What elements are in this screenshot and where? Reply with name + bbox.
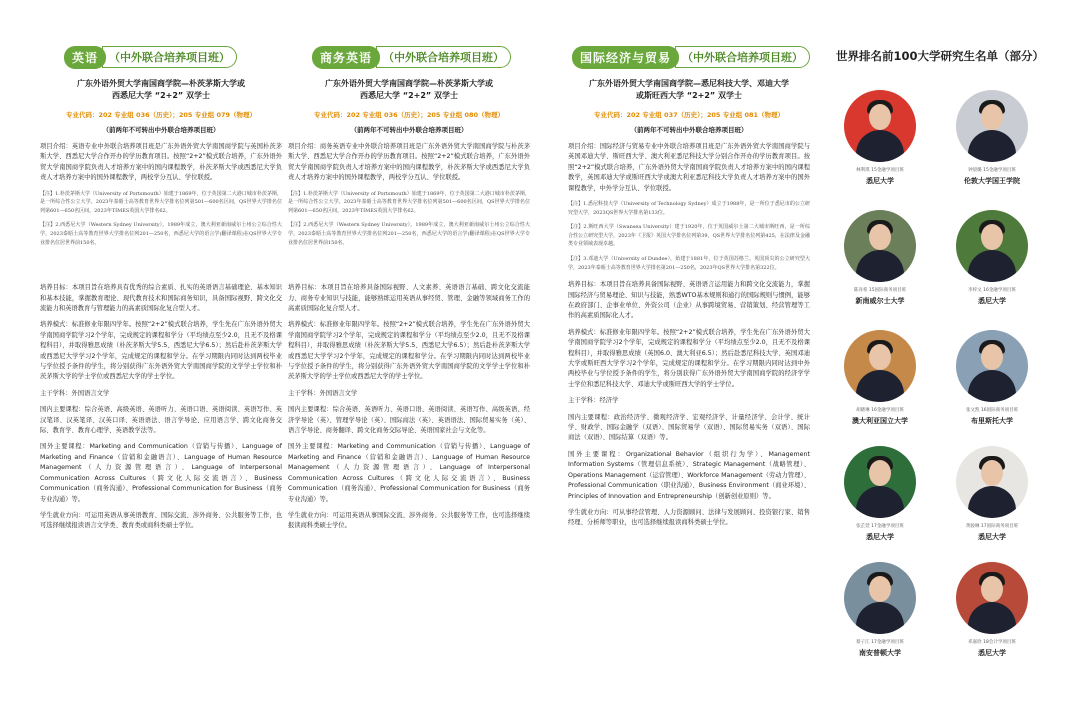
main-discipline: 主干学科：经济学 bbox=[568, 397, 619, 405]
graduate-name: 黄骏琳 17国际商务项目班 bbox=[965, 524, 1019, 529]
graduate-photo bbox=[956, 90, 1028, 162]
university-note-2: 【注】2.斯旺西大学（Swansea University）建于1920年，位于英国威尔士第二大城市斯旺西，是一所综合性公立研究型大学，2023年《卫报》英国大学排名位列第39，QS世界大学排名位列第425，在法律及金融类专业领域表现卓越。 bbox=[568, 224, 810, 248]
career-direction: 学生就业方向：可运用英语从事英语教育、国际交流、涉外商务、公共服务等工作，也可选择继续报读语言文学类、教育类或商科类硕士学位。 bbox=[40, 511, 282, 530]
graduate-name: 张芷萱 17金融学项目班 bbox=[856, 524, 904, 529]
graduate-university: 伦敦大学国王学院 bbox=[964, 177, 1020, 185]
program-title: 广东外语外贸大学南国商学院—朴茨茅斯大学或 西悉尼大学 “2+2” 双学士 bbox=[325, 79, 493, 100]
foreign-courses: 国外主要课程：Marketing and Communication（营销与传播）、Language of Marketing and Finance（营销和金融语言）、Language of Human Resource Management（人力资源管理语言）、Language of Interpersonal Communication Across Cultures（跨文化人际交流语言）、Business Communication（商务沟通）、Professional Communication for Business（商务专业沟通）等。 bbox=[288, 443, 530, 503]
foreign-courses: 国外主要课程：Marketing and Communication（营销与传播）、Language of Marketing and Finance（营销和金融语言）、Language of Human Resource Management（人力资源管理语言）、Language of Interpersonal Communication Across Cultures（跨文化人际交流语言）、Business Communication（商务沟通）、Professional Communication for Business（商务专业沟通）等。 bbox=[40, 443, 282, 503]
program-name-pill: 英语 bbox=[64, 46, 106, 69]
university-note-1: 【注】1.悉尼科技大学（University of Technology Sydney）成立于1988年，是一所位于悉尼市的公立研究型大学，2023QS世界大学排名第133位。 bbox=[568, 201, 810, 216]
domestic-courses: 国内主要课程：政治经济学、微观经济学、宏观经济学、计量经济学、会计学、统计学、财政学、国际金融学（双语）、国际贸易学（双语）、国际贸易实务（双语）、国际商法（双语）、国际结算（双语）等。 bbox=[568, 413, 810, 442]
university-note-2: 【注】2.西悉尼大学（Western Sydney University），1989年成立，澳大利亚新南威尔士州公立综合性大学，2023泰晤士高等教育世界大学排名位列201—250名，西悉尼大学的语言学(翻译课程)在QS世界大学专业排名位居世界前150名。 bbox=[288, 222, 530, 246]
graduate-card bbox=[830, 330, 930, 426]
career-direction: 学生就业方向：可运用英语从事国际交流、涉外商务、公共服务等工作，也可选择继续报读商科类硕士学位。 bbox=[288, 511, 530, 530]
program-title: 广东外语外贸大学南国商学院—朴茨茅斯大学或 西悉尼大学 “2+2” 双学士 bbox=[77, 79, 245, 100]
domestic-courses: 国内主要课程：综合英语、高级英语、英语听力、英语口语、英语阅读、英语写作、英汉笔译、汉英笔译、汉英口译、英语语法、语言学导论、应用语言学、跨文化商务交际、教育学、教育心理学、英语教学法等。 bbox=[40, 406, 282, 435]
graduate-card bbox=[942, 446, 1042, 542]
graduate-university: 悉尼大学 bbox=[978, 297, 1006, 305]
graduate-list-title: 世界排名前100大学研究生名单（部分） bbox=[836, 49, 1045, 63]
program-code: 专业代码：202 专业组 036（历史）；205 专业组 079（物理） bbox=[65, 111, 257, 119]
graduate-photo bbox=[956, 330, 1028, 402]
program-code: 专业代码：202 专业组 036（历史）；205 专业组 080（物理） bbox=[313, 111, 505, 119]
career-direction: 学生就业方向：可从事经营管理、人力资源顾问、法律与发展顾问、投资银行家、销售经理、分析师等职业，也可选择继续报读商科类硕士学位。 bbox=[568, 508, 810, 527]
program-code: 专业代码：202 专业组 037（历史）；205 专业组 081（物理） bbox=[593, 111, 785, 119]
training-mode: 培养模式：标准修业年限四学年。按照“2+2”模式联合培养，学生先在广东外语外贸大学南国商学院学习2个学年，完成规定的课程和学分（平均绩点至少2.0，且无不及格课程科目），并取得雅思成绩（朴茨茅斯大学5.5、西悉尼大学6.5）；然后赴朴茨茅斯大学或西悉尼大学学习2个学年，完成规定的课程和学分。在学习期限内同时达到两校毕业与学位授予条件的学生，将分别获得广东外语外贸大学南国商学院的文学学士学位和朴茨茅斯大学的学士学位或西悉尼大学的学士学位。 bbox=[40, 321, 282, 381]
graduate-name: 钟晨璐 15金融学项目班 bbox=[968, 168, 1016, 173]
program-name-pill: 国际经济与贸易 bbox=[572, 46, 679, 69]
university-note-1: 【注】1.朴茨茅斯大学（University of Portsmouth）始建于1869年，位于英国第二大港口城市朴茨茅斯，是一所综合性公立大学。2023年泰晤士高等教育世界大学排名位列第501—600名区间，QS世界大学排名位列第601—650名区间，2023年TIMES英国大学排名62。 bbox=[288, 190, 530, 214]
project-intro: 项目介绍：英语专业中外联合培养项目班是广东外语外贸大学南国商学院与英国朴茨茅斯大学、西悉尼大学合作开办的学历教育项目。按照“2+2”模式联合培养，广东外语外贸大学南国商学院负责人才培养方案中的国内课程教学，朴茨茅斯大学或西悉尼大学负责人才培养方案中的国外课程教学，两校学分互认、学位联授。 bbox=[40, 143, 282, 182]
program-type-label: （中外联合培养项目班） bbox=[675, 46, 810, 68]
transfer-note: （前两年不可转出中外联合培养项目班） bbox=[630, 126, 748, 134]
graduate-name: 胡晓琳 16金融学项目班 bbox=[856, 408, 904, 413]
university-note-2: 【注】2.西悉尼大学（Western Sydney University），1989年成立，澳大利亚新南威尔士州公立综合性大学，2023泰晤士高等教育世界大学排名位列201—250名，西悉尼大学的语言学(翻译课程)在QS世界大学专业排名位居世界前150名。 bbox=[40, 222, 282, 246]
graduate-photo bbox=[844, 330, 916, 402]
graduate-card bbox=[942, 210, 1042, 306]
university-note-3: 【注】3.邓迪大学（University of Dundee），始建于1881年，位于英国苏格兰，英国顶尖的公立研究型大学，2023年泰晤士高等教育世界大学排名第201—250名，2023年QS世界大学排名第322位。 bbox=[568, 256, 810, 271]
training-goal: 培养目标：本项目旨在培养具备国际视野、英语语言运用能力和跨文化交流能力，掌握国际经济与贸易理论、知识与技能，熟悉WTO基本规则和通行的国际规则与惯例，能够在政府部门、企事业单位、外资公司（企业）从事跨境贸易、营销策划、经营管理等工作的高素质国际化人才。 bbox=[568, 281, 810, 320]
graduate-card bbox=[830, 562, 930, 658]
main-discipline: 主干学科：外国语言文学 bbox=[40, 389, 110, 397]
graduate-photo bbox=[844, 90, 916, 162]
graduate-university: 澳大利亚国立大学 bbox=[852, 417, 908, 425]
training-goal: 培养目标：本项目旨在培养具有优秀的综合素质、扎实的英语语言基础理论、基本知识和基本技能，掌握教育理论、现代教育技术和国际商务知识，具备国际视野、跨文化交流能力和英语教育与管理能力的高素质国际化复合型人才。 bbox=[40, 284, 282, 312]
graduate-university: 新南威尔士大学 bbox=[855, 297, 905, 305]
program-tag bbox=[64, 46, 282, 68]
training-goal: 培养目标：本项目旨在培养具备国际视野、人文素养、英语语言基础、跨文化交流能力、商务专业知识与技能，能够熟练运用英语从事经贸、管理、金融等领域商务工作的高素质国际化复合型人才。 bbox=[288, 284, 530, 312]
graduate-photo bbox=[956, 562, 1028, 634]
graduate-name: 邓嘉欣 18会计学项目班 bbox=[968, 640, 1016, 645]
foreign-courses: 国外主要课程：Organizational Behavior（组织行为学）、Management Information Systems（管理信息系统）、Strategic Management（战略管理）、Operations Management（运营管理）、Workforce Management（劳动力管理）、Professional Communication（职业沟通）、Business Environment（商业环境）、Principles of Innovation and Entrepreneurship（创新创业原则）等。 bbox=[568, 450, 810, 500]
program-type-label: （中外联合培养项目班） bbox=[102, 46, 237, 68]
program-column-business-english bbox=[288, 46, 530, 532]
graduate-card bbox=[942, 330, 1042, 426]
domestic-courses: 国内主要课程：综合英语、英语听力、英语口语、英语阅读、英语写作、高级英语、经济学导论（英）、管理学导论（英）、国际商法（英）、英语语法、国际贸易实务（英）、语言学导论、商务翻译、跨文化商务交际导论、英语国家社会与文化等。 bbox=[288, 406, 530, 435]
graduate-card bbox=[830, 446, 930, 542]
graduate-photo bbox=[844, 210, 916, 282]
graduate-university: 悉尼大学 bbox=[978, 649, 1006, 657]
graduate-card bbox=[830, 90, 930, 186]
program-name-pill: 商务英语 bbox=[312, 46, 380, 69]
graduate-university: 布里斯托大学 bbox=[971, 417, 1013, 425]
training-mode: 培养模式：标准修业年限四学年。按照“2+2”模式联合培养，学生先在广东外语外贸大学南国商学院学习2个学年，完成规定的课程和学分（平均绩点至少2.0，且无不及格课程科目），并取得雅思成绩（朴茨茅斯大学5.5、西悉尼大学6.5）；然后赴朴茨茅斯大学或西悉尼大学学习2个学年，完成规定的课程和学分。在学习期限内同时达到两校毕业与学位授予条件的学生，将分别获得广东外语外贸大学南国商学院的文学学士学位和朴茨茅斯大学的学士学位或西悉尼大学的学士学位。 bbox=[288, 321, 530, 381]
graduate-name: 蔡子江 17金融学项目班 bbox=[856, 640, 904, 645]
graduate-photo bbox=[844, 446, 916, 518]
program-column-english bbox=[40, 46, 282, 532]
graduate-name: 张文凯 16国际商务项目班 bbox=[965, 408, 1019, 413]
transfer-note: （前两年不可转出中外联合培养项目班） bbox=[102, 126, 220, 134]
graduate-photo bbox=[844, 562, 916, 634]
university-note-1: 【注】1.朴茨茅斯大学（University of Portsmouth）始建于1869年，位于英国第二大港口城市朴茨茅斯，是一所综合性公立大学。2023年泰晤士高等教育世界大学排名位列第501—600名区间，QS世界大学排名位列第601—650名区间，2023年TIMES英国大学排名62。 bbox=[40, 190, 282, 214]
graduate-university: 悉尼大学 bbox=[866, 177, 894, 185]
graduate-name: 李梓文 16金融学项目班 bbox=[968, 288, 1016, 293]
graduate-photo bbox=[956, 210, 1028, 282]
graduate-card bbox=[942, 90, 1042, 186]
graduate-card bbox=[942, 562, 1042, 658]
main-discipline: 主干学科：外国语言文学 bbox=[288, 389, 358, 397]
graduate-name: 林利琪 15金融学项目班 bbox=[856, 168, 904, 173]
graduate-university: 悉尼大学 bbox=[978, 533, 1006, 541]
graduate-university: 南安普顿大学 bbox=[859, 649, 901, 657]
program-tag bbox=[572, 46, 810, 68]
graduate-name: 陈泽希 15国际商务项目班 bbox=[853, 288, 907, 293]
transfer-note: （前两年不可转出中外联合培养项目班） bbox=[350, 126, 468, 134]
program-type-label: （中外联合培养项目班） bbox=[376, 46, 511, 68]
project-intro: 项目介绍：商务英语专业中外联合培养项目班是广东外语外贸大学南国商学院与朴茨茅斯大学、西悉尼大学合作开办的学历教育项目。按照“2+2”模式联合培养，广东外语外贸大学南国商学院负责人才培养方案中的国内课程教学，朴茨茅斯大学或西悉尼大学负责人才培养方案中的国外课程教学，两校学分互认、学位联授。 bbox=[288, 143, 530, 182]
training-mode: 培养模式：标准修业年限四学年。按照“2+2”模式联合培养，学生先在广东外语外贸大学南国商学院学习2个学年，完成规定的课程和学分（平均绩点至少2.0，且无不及格课程科目），并取得雅思成绩（英国6.0、澳大利亚6.5）；然后赴悉尼科技大学、英国邓迪大学或斯旺西大学学习2个学年，完成规定的课程和学分。在学习期限内同时达到中外两校毕业与学位授予条件的学生，将分别获得广东外语外贸大学南国商学院的经济学学士学位和悉尼科技大学、邓迪大学或斯旺西大学的学士学位。 bbox=[568, 328, 810, 388]
program-title: 广东外语外贸大学南国商学院—悉尼科技大学、邓迪大学 或斯旺西大学 “2+2” 双学士 bbox=[589, 79, 789, 100]
program-column-international-trade bbox=[568, 46, 810, 529]
project-intro: 项目介绍：国际经济与贸易专业中外联合培养项目班是广东外语外贸大学南国商学院与英国邓迪大学、斯旺西大学、澳大利亚悉尼科技大学分别合作开办的学历教育项目。按照“2+2”模式联合培养，广东外语外贸大学南国商学院负责人才培养方案中的国内课程教学，英国邓迪大学或斯旺西大学或澳大利亚悉尼科技大学负责人才培养方案中的国外课程教学，中外学分互认、学位联授。 bbox=[568, 143, 810, 192]
graduate-university: 悉尼大学 bbox=[866, 533, 894, 541]
graduate-photo bbox=[956, 446, 1028, 518]
program-tag bbox=[312, 46, 530, 68]
graduate-card bbox=[830, 210, 930, 306]
